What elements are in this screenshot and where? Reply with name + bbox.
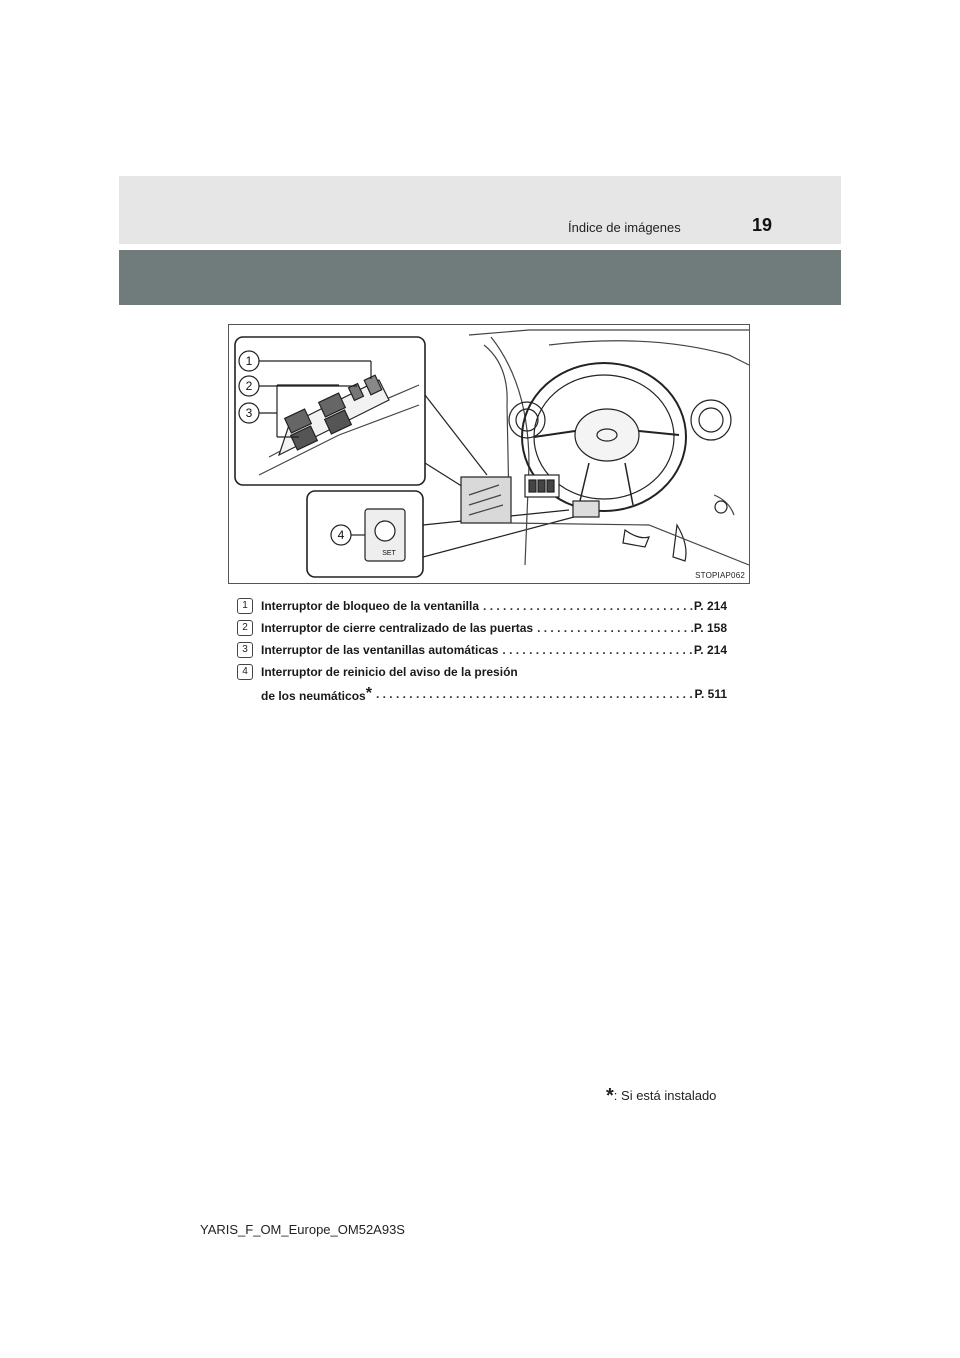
svg-text:1: 1 [245,354,253,368]
pedal [623,530,649,547]
right-vent [691,400,731,440]
document-id: YARIS_F_OM_Europe_OM52A93S [200,1222,405,1237]
svg-text:SET: SET [382,550,396,557]
item-number: 2 [237,620,253,636]
tpms-reset-button [375,521,395,541]
page-reference[interactable]: P. 214 [693,643,727,657]
footnote-text: : Si está instalado [613,1088,717,1103]
list-item [237,620,727,642]
section-title: Índice de imágenes [568,220,681,235]
list-item [237,642,727,664]
item-label: Interruptor de bloqueo de la ventanilla [261,599,480,613]
page-reference[interactable]: P. 214 [693,599,727,613]
svg-text:4: 4 [337,528,345,542]
item-label: Interruptor de reinicio del aviso de la presión [261,665,518,679]
list-item [237,664,727,710]
footnote-marker: * [606,1085,614,1107]
pedal [673,525,686,561]
item-label-continued: de los neumáticos [261,689,366,703]
footnote [606,1083,716,1106]
list-item [237,598,727,620]
page-reference[interactable]: P. 158 [693,621,727,635]
svg-text:3: 3 [245,406,253,420]
item-number: 3 [237,642,253,658]
item-label: Interruptor de las ventanillas automáticas [261,643,499,657]
steering-hub [575,409,639,461]
item-label: Interruptor de cierre centralizado de las puertas [261,621,534,635]
illustration-drawing [229,325,749,583]
header-bar [119,176,841,244]
figure-code: STOPIAP062 [695,571,745,580]
dashboard-illustration [228,324,750,584]
item-number: 1 [237,598,253,614]
header-band [119,250,841,305]
page-reference[interactable]: P. 511 [694,687,727,701]
svg-text:2: 2 [245,379,253,393]
footnote-marker: * [365,685,372,702]
page-number: 19 [752,215,773,235]
item-number: 4 [237,664,253,680]
index-list [237,598,727,710]
